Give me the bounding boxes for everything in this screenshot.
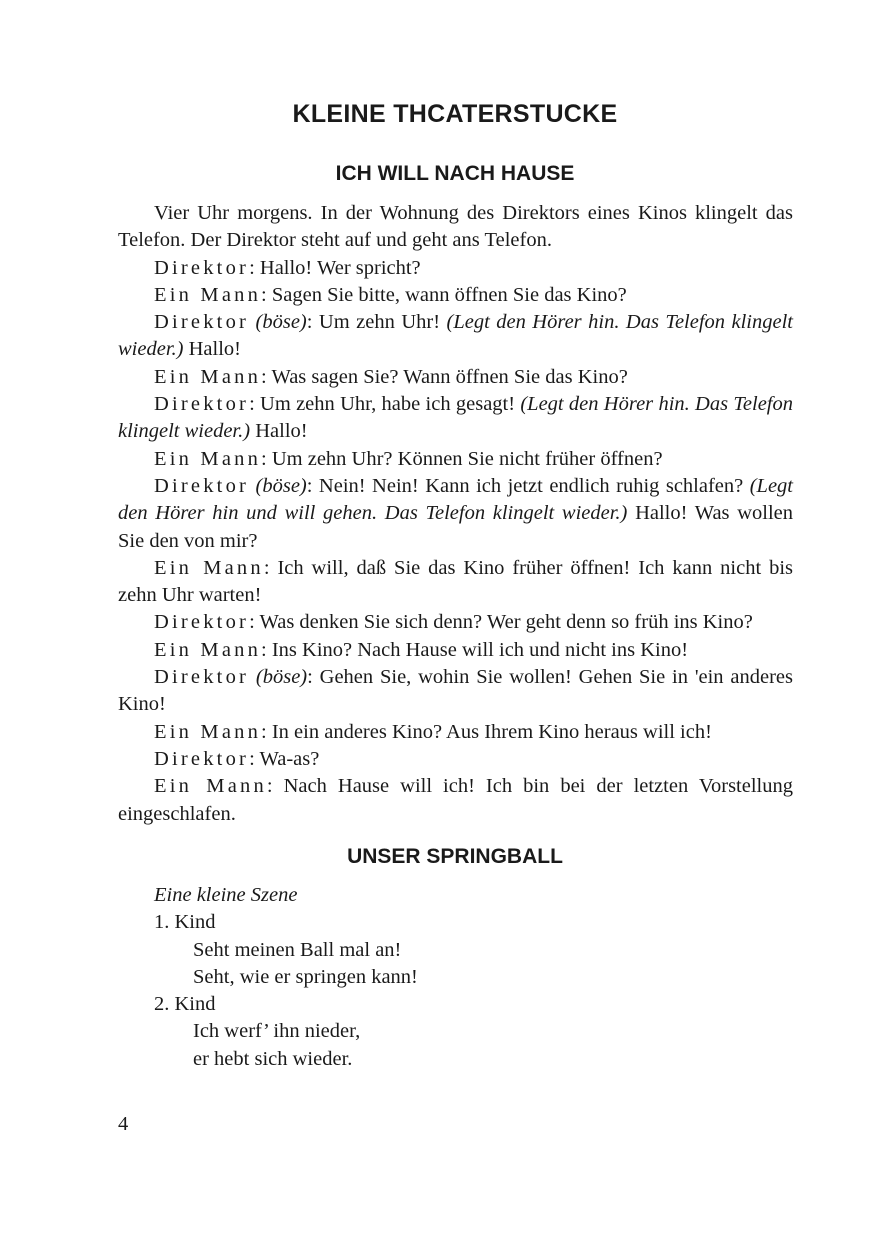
verse-line: Seht meinen Ball mal an! xyxy=(193,938,402,961)
speaker-note: (böse) xyxy=(249,474,307,497)
verse-line: Seht, wie er springen kann! xyxy=(193,965,418,988)
play1-heading: ICH WILL NACH HAUSE xyxy=(335,162,575,185)
dialogue-line xyxy=(118,746,793,773)
line-text: : Sagen Sie bitte, wann öffnen Sie das Kino? xyxy=(261,283,627,306)
speaker-name: Ein Mann xyxy=(154,556,264,579)
dialogue-line xyxy=(118,773,793,828)
line-text: Hallo! xyxy=(183,338,241,361)
play2-body xyxy=(118,882,793,1073)
dialogue-line xyxy=(118,255,793,282)
dialogue-line xyxy=(118,719,793,746)
dialogue-line xyxy=(118,664,793,719)
speaker-note: (böse) xyxy=(249,666,308,689)
dialogue-line xyxy=(118,309,793,364)
play1-intro: Vier Uhr morgens. In der Wohnung des Direktors eines Kinos klingelt das Telefon. Der Direktor steht auf und geht ans Telefon. xyxy=(118,202,793,252)
speaker-name: Ein Mann xyxy=(154,638,262,661)
speaker-name: Ein Mann xyxy=(154,283,262,306)
play1-body xyxy=(118,200,793,828)
speaker-name: Ein Mann xyxy=(154,365,262,388)
line-text: : Nein! Nein! Kann ich jetzt endlich ruhig schlafen? xyxy=(306,474,750,497)
speaker-name: Ein Mann xyxy=(154,447,262,470)
dialogue-line xyxy=(118,446,793,473)
dialogue-line xyxy=(118,364,793,391)
dialogue-line xyxy=(118,391,793,446)
kid1-label: 1. Kind xyxy=(154,911,216,934)
line-text: : Ins Kino? Nach Hause will ich und nicht ins Kino! xyxy=(261,638,689,661)
line-text: : Nach Hause will ich! Ich bin bei der letzten Vorstellung eingeschlafen. xyxy=(118,775,793,825)
line-text: : Was denken Sie sich denn? Wer geht denn so früh ins Kino? xyxy=(249,611,753,634)
page-title: KLEINE THCATERSTUCKE xyxy=(292,100,618,128)
line-text: : Um zehn Uhr, habe ich gesagt! xyxy=(249,393,521,416)
line-text: : Gehen Sie, wohin Sie wollen! Gehen Sie in 'ein anderes Kino! xyxy=(118,666,793,716)
play2-subtitle: Eine kleine Szene xyxy=(154,884,298,906)
line-text: : Was sagen Sie? Wann öffnen Sie das Kino? xyxy=(261,365,628,388)
speaker-name: Direktor xyxy=(154,393,250,416)
dialogue-line xyxy=(118,637,793,664)
verse-line: er hebt sich wieder. xyxy=(193,1047,353,1070)
speaker-name: Direktor xyxy=(154,611,250,634)
speaker-name: Direktor xyxy=(154,311,250,334)
stage-direction: (Legt den Hörer hin. Das Telefon klingelt wieder.) xyxy=(118,311,793,361)
speaker-note: (böse) xyxy=(249,311,307,334)
page-number: 4 xyxy=(118,1113,129,1135)
line-text: Hallo! Was wollen Sie den von mir? xyxy=(118,502,793,552)
stage-direction: (Legt den Hörer hin. Das Telefon klingelt wieder.) xyxy=(118,393,793,443)
dialogue-line xyxy=(118,282,793,309)
speaker-name: Direktor xyxy=(154,747,250,770)
speaker-name: Ein Mann xyxy=(154,720,262,743)
speaker-name: Direktor xyxy=(154,666,250,689)
dialogue-line xyxy=(118,555,793,610)
speaker-name: Direktor xyxy=(154,256,250,279)
line-text: : Wa-as? xyxy=(249,747,320,770)
line-text: : In ein anderes Kino? Aus Ihrem Kino heraus will ich! xyxy=(261,720,712,743)
line-text: : Um zehn Uhr? Können Sie nicht früher öffnen? xyxy=(261,447,663,470)
speaker-name: Ein Mann xyxy=(154,775,267,798)
play2-heading: UNSER SPRINGBALL xyxy=(347,845,563,868)
verse-line: Ich werf’ ihn nieder, xyxy=(193,1020,361,1043)
line-text: : Hallo! Wer spricht? xyxy=(249,256,421,279)
speaker-name: Direktor xyxy=(154,474,250,497)
line-text: : Um zehn Uhr! xyxy=(306,311,447,334)
stage-direction: (Legt den Hörer hin und will gehen. Das Telefon klingelt wieder.) xyxy=(118,474,793,525)
line-text: : Ich will, daß Sie das Kino früher öffnen! Ich kann nicht bis zehn Uhr warten! xyxy=(118,556,793,607)
kid2-label: 2. Kind xyxy=(154,993,216,1016)
dialogue-line xyxy=(118,473,793,555)
dialogue-line xyxy=(118,609,793,636)
line-text: Hallo! xyxy=(250,420,308,443)
